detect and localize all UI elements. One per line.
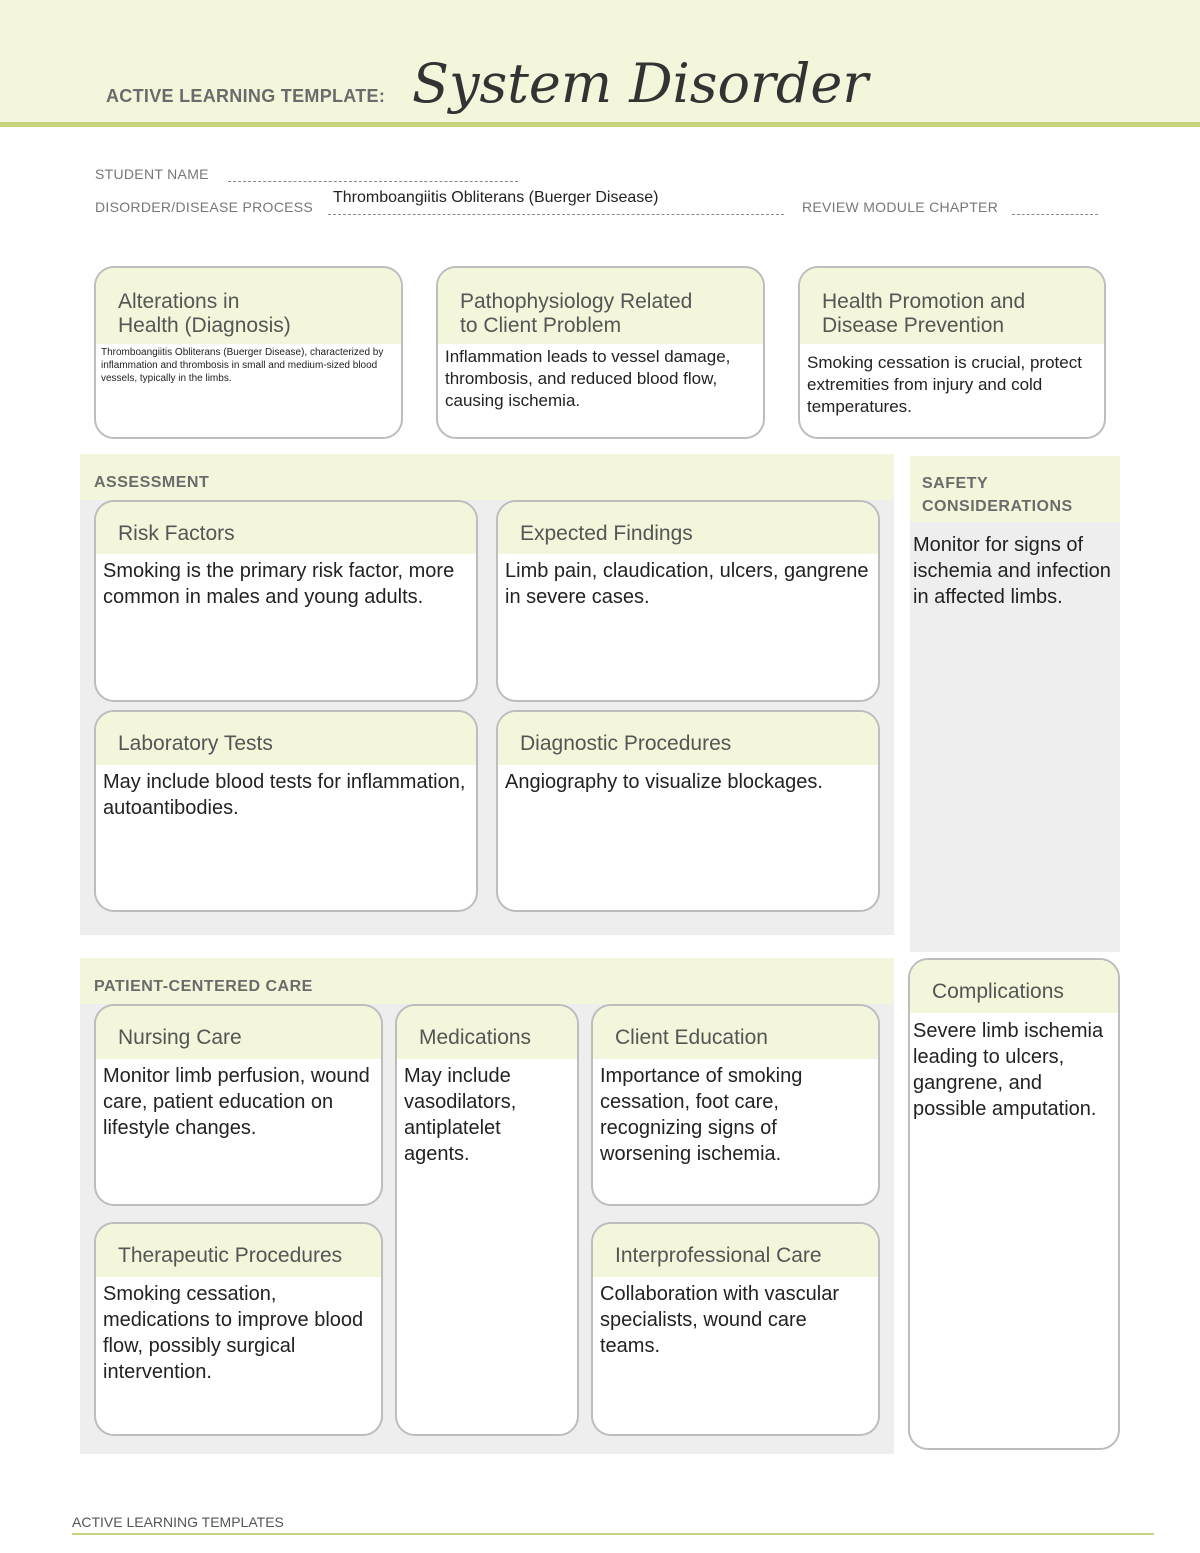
pathophysiology-title-line1: Pathophysiology Related [460, 290, 693, 313]
complications-body[interactable]: Severe limb ischemia leading to ulcers, gangrene, and possible amputation. [913, 1020, 1104, 1120]
diagnostic-procedures-body[interactable]: Angiography to visualize blockages. [505, 771, 823, 793]
risk-factors-box [94, 500, 478, 702]
medications-box [395, 1004, 579, 1436]
safety-title-line2: CONSIDERATIONS [922, 498, 1073, 515]
safety-title-line1: SAFETY [922, 475, 989, 492]
pathophysiology-body[interactable]: Inflammation leads to vessel damage, thrombosis, and reduced blood flow, causing ischemia. [445, 347, 731, 410]
safety-body[interactable]: Monitor for signs of ischemia and infection in affected limbs. [913, 534, 1111, 608]
complications-box [908, 958, 1120, 1450]
disorder-label: DISORDER/DISEASE PROCESS [95, 199, 314, 215]
student-name-label: STUDENT NAME [95, 166, 209, 182]
safety-panel [910, 456, 1120, 952]
assessment-title: ASSESSMENT [94, 474, 210, 491]
complications-title: Complications [910, 960, 1118, 1013]
expected-findings-body[interactable]: Limb pain, claudication, ulcers, gangrene in severe cases. [505, 560, 869, 608]
alterations-body[interactable]: Thromboangiitis Obliterans (Buerger Disease), characterized by inflammation and thrombosis in small and medium-sized blood vessels, typically in the limbs. [101, 347, 384, 384]
pathophysiology-title-line2: to Client Problem [460, 314, 622, 337]
laboratory-tests-title: Laboratory Tests [96, 712, 476, 765]
alterations-title-line2: Health (Diagnosis) [118, 314, 291, 337]
health-promotion-body[interactable]: Smoking cessation is crucial, protect extremities from injury and cold temperatures. [807, 353, 1082, 416]
interprofessional-care-title: Interprofessional Care [593, 1224, 878, 1277]
client-education-box [591, 1004, 880, 1206]
chapter-label: REVIEW MODULE CHAPTER [802, 199, 999, 215]
health-promotion-title-line2: Disease Prevention [822, 314, 1005, 337]
therapeutic-procedures-title: Therapeutic Procedures [96, 1224, 381, 1277]
nursing-care-box [94, 1004, 383, 1206]
page-title: System Disorder [412, 52, 869, 115]
expected-findings-box [496, 500, 880, 702]
interprofessional-care-body[interactable]: Collaboration with vascular specialists, wound care teams. [600, 1283, 840, 1357]
nursing-care-title: Nursing Care [96, 1006, 381, 1059]
header-rule [0, 122, 1200, 127]
medications-title: Medications [397, 1006, 577, 1059]
interprofessional-care-box [591, 1222, 880, 1436]
diagnostic-procedures-title: Diagnostic Procedures [498, 712, 878, 765]
disorder-value: Thromboangiitis Obliterans (Buerger Disease) [333, 189, 659, 206]
template-label: ACTIVE LEARNING TEMPLATE: [106, 86, 386, 106]
expected-findings-title: Expected Findings [498, 502, 878, 554]
health-promotion-box [798, 266, 1106, 439]
student-name-field[interactable] [228, 181, 518, 182]
pathophysiology-box [436, 266, 765, 439]
nursing-care-body[interactable]: Monitor limb perfusion, wound care, patient education on lifestyle changes. [103, 1065, 370, 1139]
client-education-body[interactable]: Importance of smoking cessation, foot care, recognizing signs of worsening ischemia. [600, 1065, 803, 1165]
footer-rule [72, 1533, 1154, 1535]
health-promotion-title-line1: Health Promotion and [822, 290, 1026, 313]
safety-title [922, 472, 1073, 518]
diagnostic-procedures-box [496, 710, 880, 912]
laboratory-tests-box [94, 710, 478, 912]
therapeutic-procedures-body[interactable]: Smoking cessation, medications to improve blood flow, possibly surgical intervention. [103, 1283, 364, 1383]
footer-text: ACTIVE LEARNING TEMPLATES [72, 1514, 284, 1530]
alterations-title-line1: Alterations in [118, 290, 240, 313]
medications-body[interactable]: May include vasodilators, antiplatelet agents. [404, 1065, 517, 1165]
client-education-title: Client Education [593, 1006, 878, 1059]
chapter-field[interactable] [1012, 214, 1098, 215]
patient-centered-care-title: PATIENT-CENTERED CARE [94, 978, 313, 995]
risk-factors-body[interactable]: Smoking is the primary risk factor, more common in males and young adults. [103, 560, 455, 608]
risk-factors-title: Risk Factors [96, 502, 476, 554]
therapeutic-procedures-box [94, 1222, 383, 1436]
disorder-field[interactable] [328, 214, 784, 215]
alterations-in-health-box [94, 266, 403, 439]
laboratory-tests-body[interactable]: May include blood tests for inflammation, autoantibodies. [103, 771, 466, 819]
